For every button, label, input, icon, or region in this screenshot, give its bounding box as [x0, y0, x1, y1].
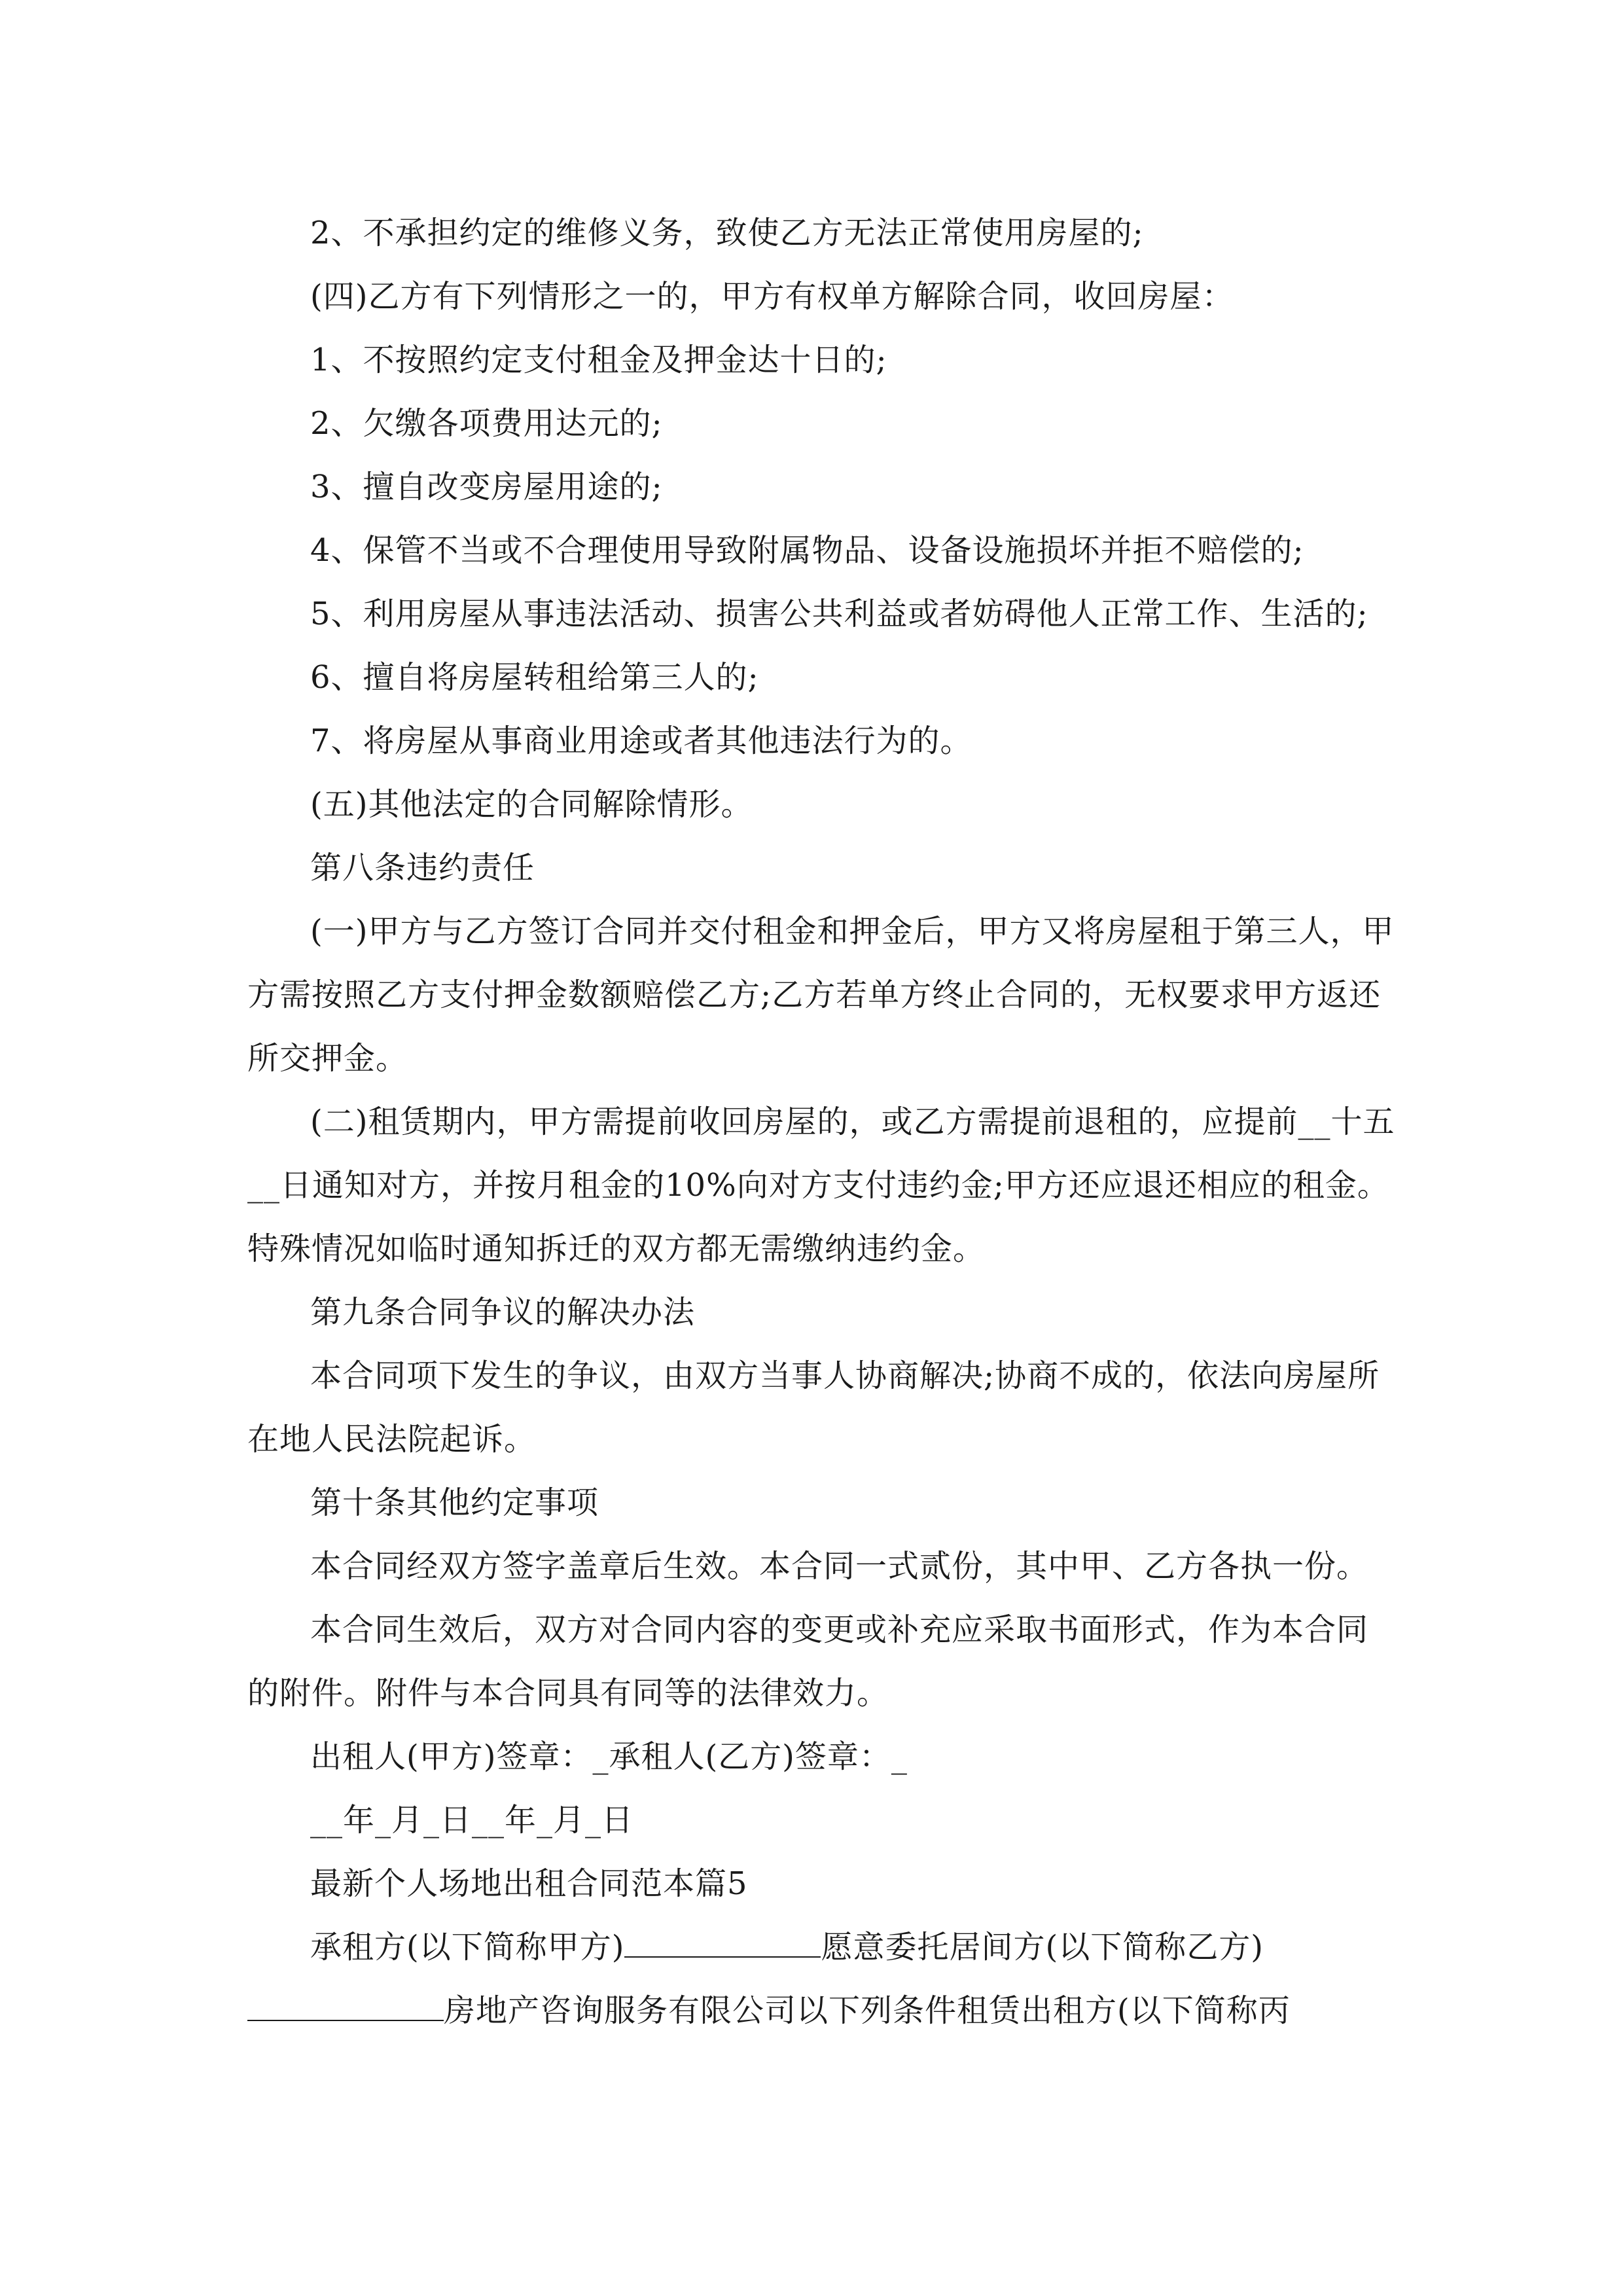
clause-paragraph: 本合同生效后，双方对合同内容的变更或补充应采取书面形式，作为本合同的附件。附件与本合同具有同等的法律效力。	[247, 1611, 1369, 1712]
clause-paragraph: 2、欠缴各项费用达元的;	[310, 405, 663, 442]
clause-paragraph: 本合同经双方签字盖章后生效。本合同一式贰份，其中甲、乙方各执一份。	[310, 1548, 1369, 1585]
section-title: 最新个人场地出租合同范本篇5	[310, 1865, 748, 1902]
clause-paragraph	[247, 1916, 1399, 2043]
article-heading: 第八条违约责任	[310, 850, 535, 886]
clause-paragraph: 6、擅自将房屋转租给第三人的;	[310, 659, 759, 696]
clause-paragraph: 4、保管不当或不合理使用导致附属物品、设备设施损坏并拒不赔偿的;	[310, 532, 1304, 569]
text-segment: 房地产咨询服务有限公司以下列条件租赁出租方(以下简称丙	[444, 1992, 1291, 2029]
clause-paragraph: 本合同项下发生的争议，由双方当事人协商解决;协商不成的，依法向房屋所在地人民法院起诉。	[247, 1357, 1380, 1458]
clause-paragraph: (二)租赁期内，甲方需提前收回房屋的，或乙方需提前退租的，应提前__十五__日通知对方，并按月租金的10%向对方支付违约金;甲方还应退还相应的租金。特殊情况如临时通知拆迁的双方都无需缴纳违约金。	[247, 1103, 1395, 1267]
article-heading: 第十条其他约定事项	[310, 1484, 599, 1521]
clause-paragraph: 7、将房屋从事商业用途或者其他违法行为的。	[310, 723, 972, 759]
clause-paragraph: 5、利用房屋从事违法活动、损害公共利益或者妨碍他人正常工作、生活的;	[310, 596, 1368, 632]
clause-paragraph: (一)甲方与乙方签订合同并交付租金和押金后，甲方又将房屋租于第三人，甲方需按照乙方支付押金数额赔偿乙方;乙方若单方终止合同的，无权要求甲方返还所交押金。	[247, 913, 1395, 1077]
text-segment: 愿意委托居间方(以下简称乙方)	[821, 1929, 1264, 1965]
date-line: __年_月_日__年_月_日	[310, 1802, 634, 1839]
fill-in-blank	[624, 1928, 821, 1958]
article-heading: 第九条合同争议的解决办法	[310, 1294, 696, 1331]
clause-paragraph: 1、不按照约定支付租金及押金达十日的;	[310, 342, 887, 378]
clause-paragraph: (五)其他法定的合同解除情形。	[310, 786, 753, 823]
fill-in-blank	[247, 1991, 444, 2021]
clause-paragraph: 2、不承担约定的维修义务，致使乙方无法正常使用房屋的;	[310, 215, 1144, 251]
clause-paragraph: (四)乙方有下列情形之一的，甲方有权单方解除合同，收回房屋：	[310, 278, 1234, 315]
clause-paragraph: 3、擅自改变房屋用途的;	[310, 469, 663, 505]
text-segment: 承租方(以下简称甲方)	[310, 1929, 625, 1965]
document-body	[247, 202, 1399, 2043]
signature-line: 出租人(甲方)签章：_承租人(乙方)签章：_	[310, 1738, 908, 1775]
